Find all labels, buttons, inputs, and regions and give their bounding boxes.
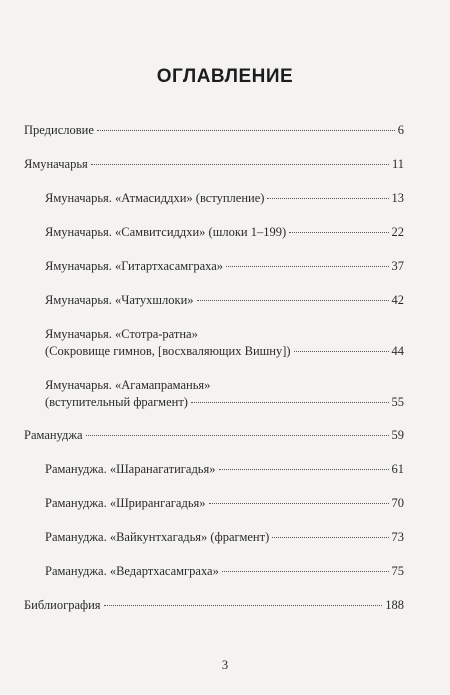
toc-entry-label: (Сокровище гимнов, [восхваляющих Вишну]) <box>45 344 291 358</box>
toc-entry <box>45 461 404 478</box>
dot-leader <box>289 232 388 233</box>
toc-entry-label: Ямуначарья <box>24 157 88 171</box>
toc-entry-label: Предисловие <box>24 123 94 137</box>
toc-entry-page: 22 <box>391 225 404 239</box>
toc-entry-first-line: Ямуначарья. «Агамапраманья» <box>45 378 211 392</box>
toc-entry-label: Библиография <box>24 598 101 612</box>
toc-entry <box>24 156 404 173</box>
toc-entry-label: Ямуначарья. «Чатухшлоки» <box>45 293 194 307</box>
dot-leader <box>222 571 389 572</box>
toc-entry-label: Ямуначарья. «Самвитсиддхи» (шлоки 1–199) <box>45 225 287 239</box>
toc-entry-page: 55 <box>391 395 404 409</box>
toc-entry-page: 11 <box>391 157 404 171</box>
toc-entry-page: 75 <box>391 564 404 578</box>
dot-leader <box>294 351 389 352</box>
toc-entry <box>45 258 404 275</box>
toc-entry-page: 6 <box>397 123 404 137</box>
dot-leader <box>86 435 389 436</box>
toc-entry-first-line: Ямуначарья. «Стотра-ратна» <box>45 327 198 341</box>
dot-leader <box>197 300 389 301</box>
toc-entry-page: 13 <box>391 191 404 205</box>
toc-entry-page: 188 <box>385 598 404 612</box>
dot-leader <box>209 503 389 504</box>
page-title: ОГЛАВЛЕНИЕ <box>156 66 294 87</box>
toc-entry-label: Ямуначарья. «Атмасиддхи» (вступление) <box>45 191 265 205</box>
toc-entry-page: 44 <box>391 344 404 358</box>
toc-entry-page: 70 <box>391 496 404 510</box>
dot-leader <box>91 164 389 165</box>
toc-entry-page: 42 <box>391 293 404 307</box>
toc-entry <box>45 563 404 580</box>
dot-leader <box>191 402 389 403</box>
toc-entry-label: Рамануджа. «Ведартхасамграха» <box>45 564 219 578</box>
toc-entry-label: Рамануджа <box>24 428 83 442</box>
toc-entry-label: Рамануджа. «Шрирангагадья» <box>45 496 206 510</box>
toc-entry <box>45 292 404 309</box>
toc-entry <box>24 122 404 139</box>
toc-entry <box>24 427 404 444</box>
toc-entry-label: Рамануджа. «Вайкунтхагадья» (фрагмент) <box>45 530 270 544</box>
page-number: 3 <box>221 658 229 672</box>
dot-leader <box>104 605 383 606</box>
toc-entry-label: Ямуначарья. «Гитартхасамграха» <box>45 259 224 273</box>
toc-entry-label: Рамануджа. «Шаранагатигадья» <box>45 462 216 476</box>
dot-leader <box>272 537 388 538</box>
dot-leader <box>97 130 395 131</box>
toc-entry-page: 73 <box>391 530 404 544</box>
toc-entry <box>45 224 404 241</box>
toc-entry-page: 61 <box>391 462 404 476</box>
toc-entry <box>45 377 404 411</box>
dot-leader <box>219 469 389 470</box>
toc-entry <box>45 529 404 546</box>
dot-leader <box>226 266 388 267</box>
toc-entry <box>24 597 404 614</box>
toc-entry-page: 37 <box>391 259 404 273</box>
toc-entry-page: 59 <box>391 428 404 442</box>
dot-leader <box>267 198 388 199</box>
toc-entry <box>45 326 404 360</box>
toc-entry-label: (вступительный фрагмент) <box>45 395 188 409</box>
toc-entry <box>45 190 404 207</box>
toc-entry <box>45 495 404 512</box>
